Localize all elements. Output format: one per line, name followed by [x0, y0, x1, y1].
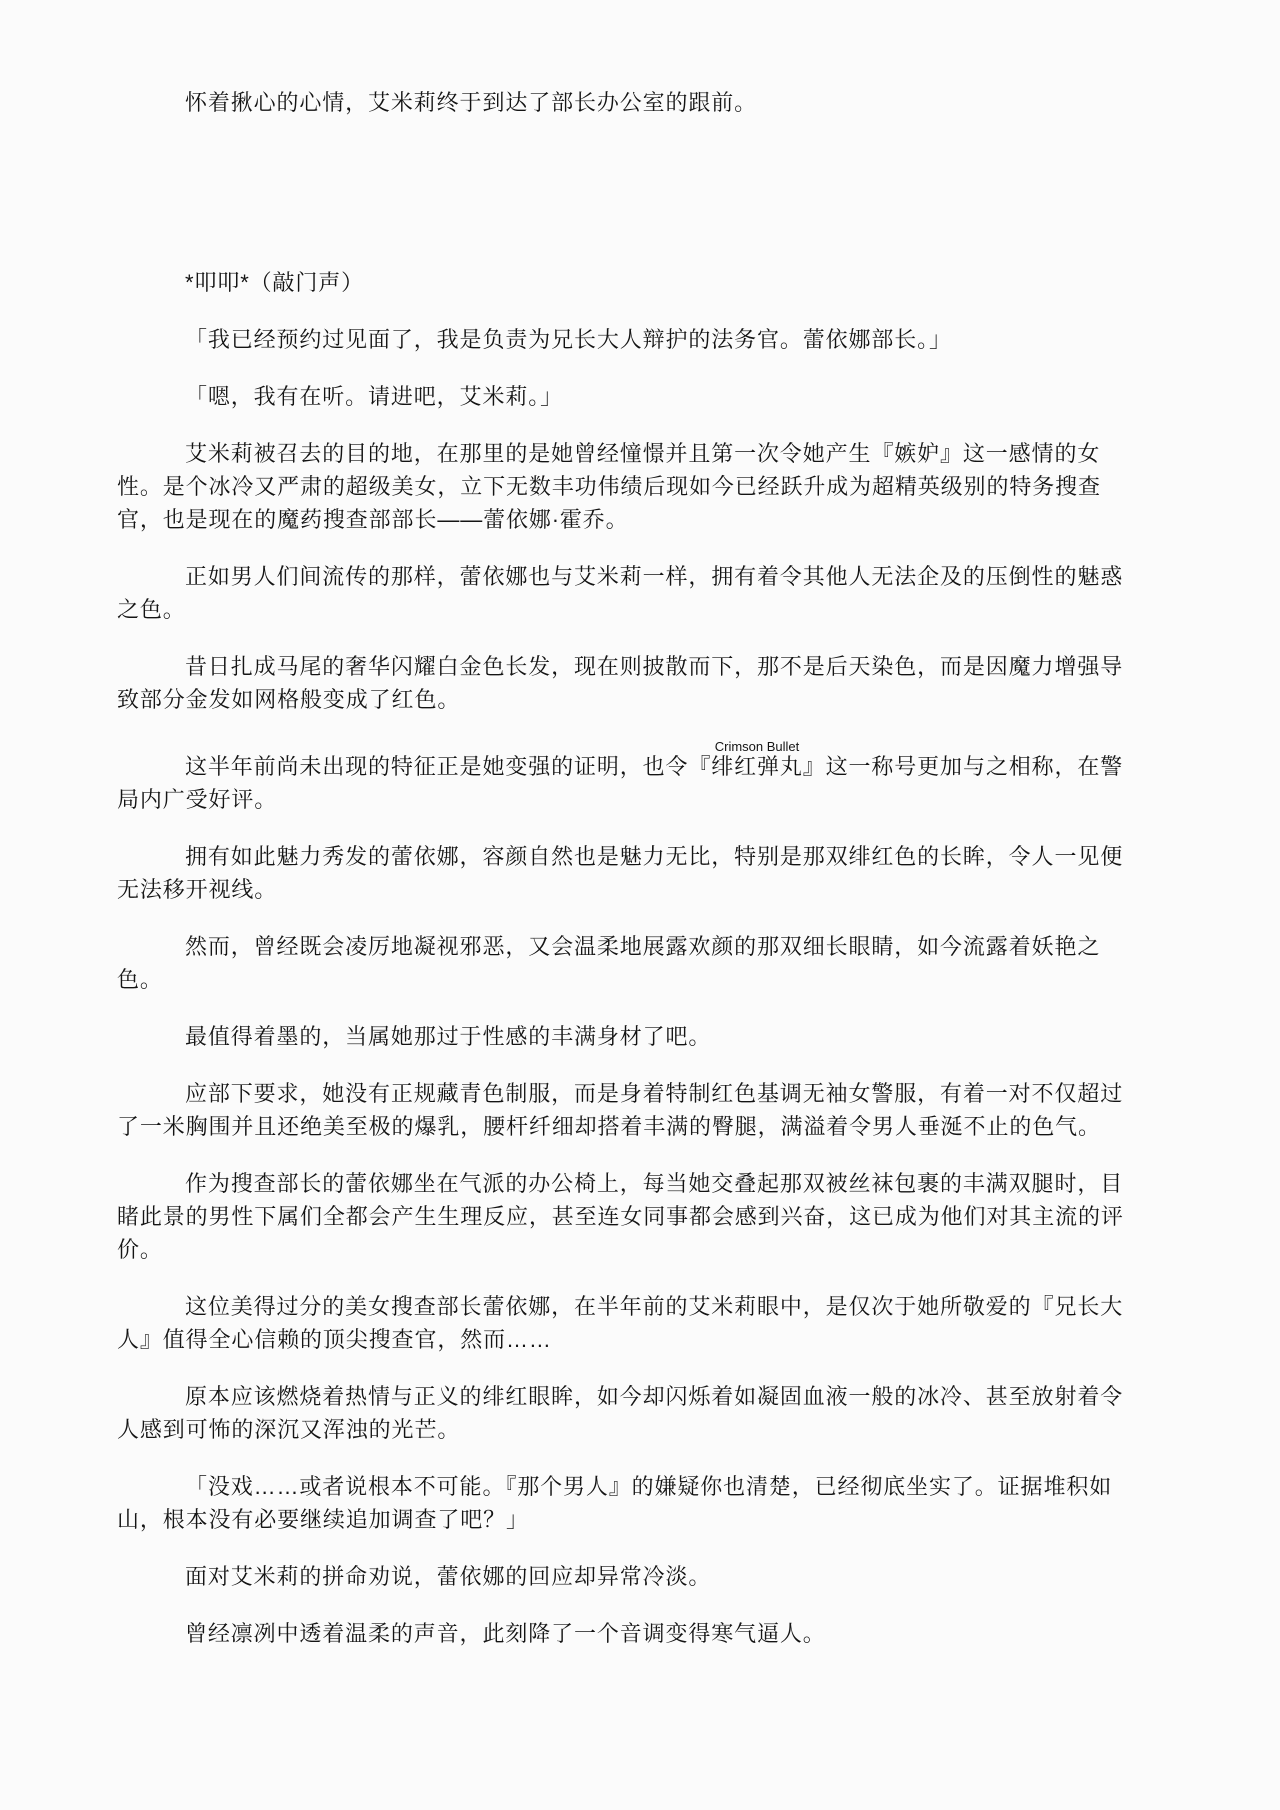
paragraph-narration: 艾米莉被召去的目的地，在那里的是她曾经憧憬并且第一次令她产生『嫉妒』这一感情的女性。是个冰冷又严肃的超级美女，立下无数丰功伟绩后现如今已经跃升成为超精英级别的特务搜查官，也是现在的魔药搜查部部长——蕾依娜·霍乔。	[117, 441, 1101, 532]
ruby-base-text: 绯红弹丸	[711, 754, 803, 779]
novel-text-body	[117, 86, 1127, 1674]
paragraph-narration: 昔日扎成马尾的奢华闪耀白金色长发，现在则披散而下，那不是后天染色，而是因魔力增强导致部分金发如网格般变成了红色。	[117, 654, 1124, 712]
paragraph-text-segment: 』这一称号更加与之相称，在警局内广受好评。	[117, 754, 1124, 812]
paragraph-text-segment: 这半年前尚未出现的特征正是她变强的证明，也令『	[185, 754, 712, 779]
paragraph-narration: 然而，曾经既会凌厉地凝视邪恶，又会温柔地展露欢颜的那双细长眼睛，如今流露着妖艳之色。	[117, 934, 1101, 992]
ruby-gloss-text: Crimson Bullet	[711, 739, 803, 754]
paragraph-dialogue: 「没戏……或者说根本不可能。『那个男人』的嫌疑你也清楚，已经彻底坐实了。证据堆积如山，根本没有必要继续追加调查了吧？」	[117, 1474, 1113, 1532]
paragraph-narration: 应部下要求，她没有正规藏青色制服，而是身着特制红色基调无袖女警服，有着一对不仅超过了一米胸围并且还绝美至极的爆乳，腰杆纤细却搭着丰满的臀腿，满溢着令男人垂涎不止的色气。	[117, 1081, 1124, 1139]
paragraph-narration: 曾经凛冽中透着温柔的声音，此刻降了一个音调变得寒气逼人。	[185, 1621, 826, 1646]
ruby-annotated-term	[711, 739, 803, 779]
paragraph-narration: 正如男人们间流传的那样，蕾依娜也与艾米莉一样，拥有着令其他人无法企及的压倒性的魅惑之色。	[117, 564, 1124, 622]
paragraph-dialogue: 「嗯，我有在听。请进吧，艾米莉。」	[185, 384, 563, 409]
paragraph-narration: 拥有如此魅力秀发的蕾依娜，容颜自然也是魅力无比，特别是那双绯红色的长眸，令人一见便无法移开视线。	[117, 844, 1124, 902]
paragraph-narration: 这位美得过分的美女搜查部长蕾依娜，在半年前的艾米莉眼中，是仅次于她所敬爱的『兄长大人』值得全心信赖的顶尖搜查官，然而……	[117, 1294, 1124, 1352]
paragraph-narration: 原本应该燃烧着热情与正义的绯红眼眸，如今却闪烁着如凝固血液一般的冰冷、甚至放射着令人感到可怖的深沉又浑浊的光芒。	[117, 1384, 1124, 1442]
paragraph-narration: 面对艾米莉的拼命劝说，蕾依娜的回应却异常冷淡。	[185, 1564, 712, 1589]
paragraph-narration: 怀着揪心的心情，艾米莉终于到达了部长办公室的跟前。	[185, 90, 758, 115]
paragraph-narration	[117, 740, 1127, 816]
paragraph-dialogue: 「我已经预约过见面了，我是负责为兄长大人辩护的法务官。蕾依娜部长。」	[185, 327, 952, 352]
paragraph-narration: 最值得着墨的，当属她那过于性感的丰满身材了吧。	[185, 1024, 712, 1049]
paragraph-sfx: *叩叩*（敲门声）	[185, 270, 365, 295]
paragraph-narration: 作为搜查部长的蕾依娜坐在气派的办公椅上，每当她交叠起那双被丝袜包裹的丰满双腿时，目睹此景的男性下属们全都会产生生理反应，甚至连女同事都会感到兴奋，这已成为他们对其主流的评价。	[117, 1171, 1124, 1262]
